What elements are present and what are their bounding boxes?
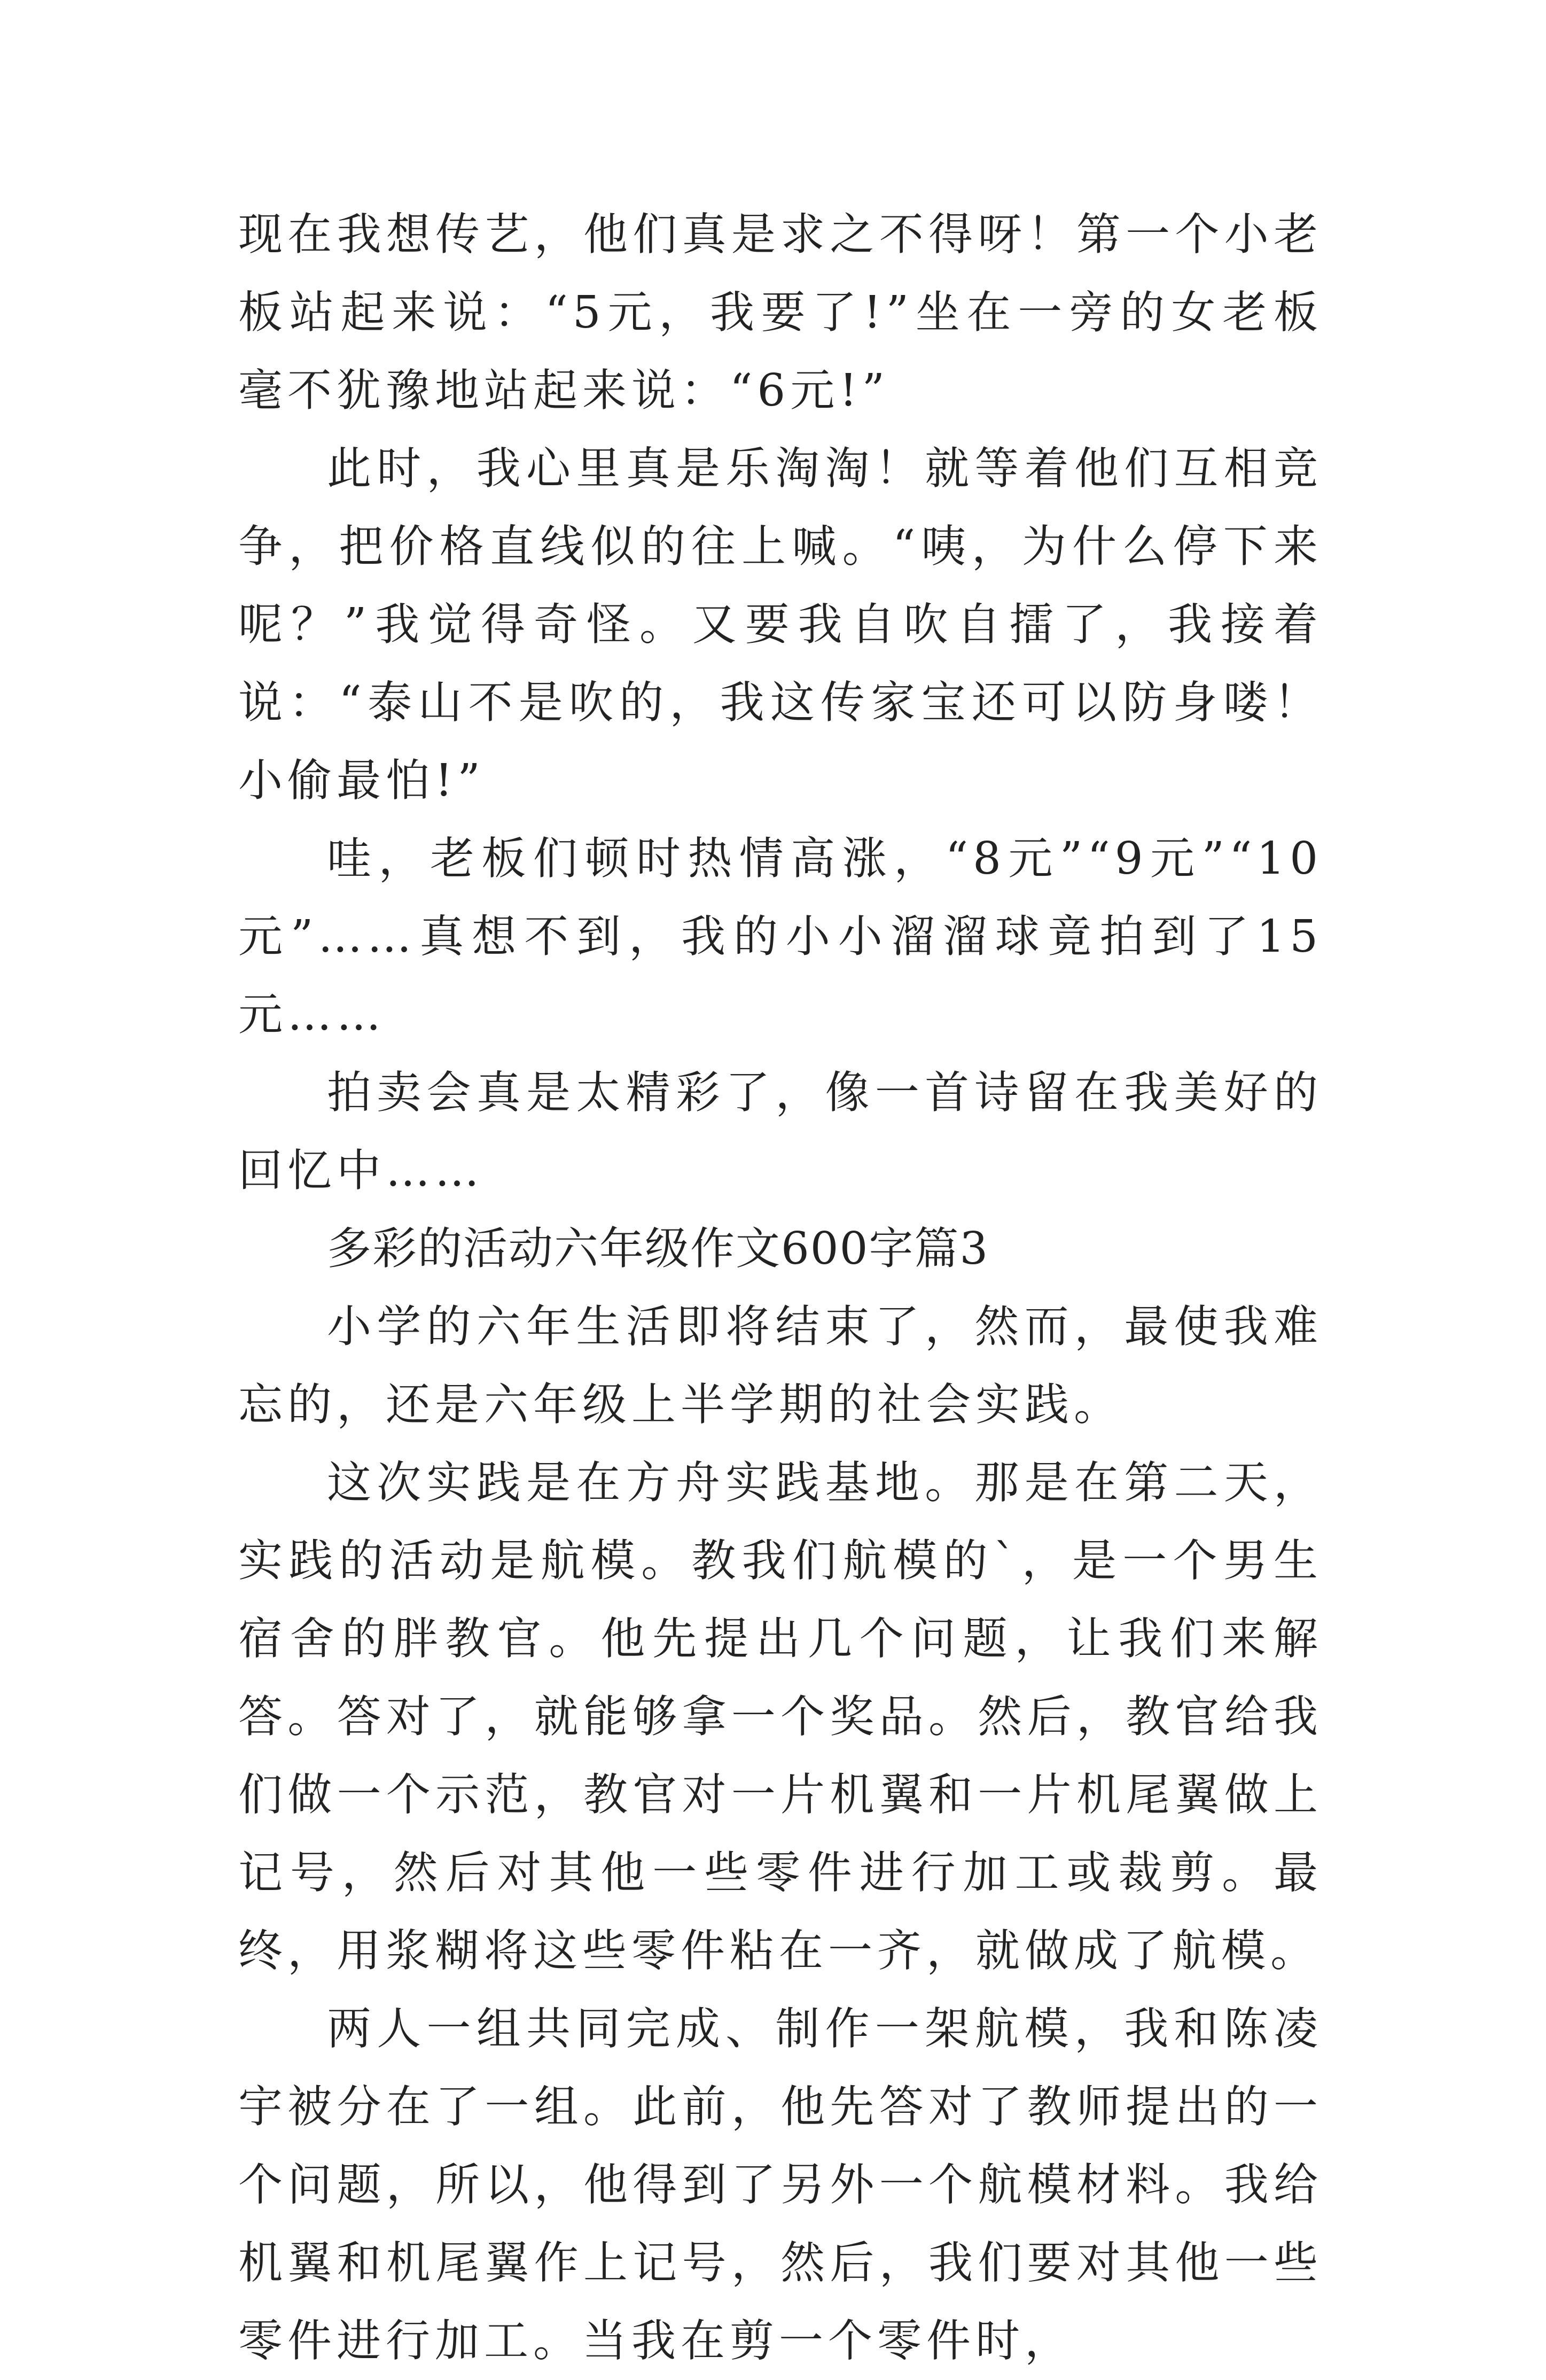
article-body xyxy=(238,196,1323,2380)
paragraph: 小学的六年生活即将结束了，然而，最使我难忘的，还是六年级上半学期的社会实践。 xyxy=(238,1301,1323,1430)
paragraph: 此时，我心里真是乐淘淘！就等着他们互相竞争，把价格直线似的往上喊。“咦，为什么停下来呢？”我觉得奇怪。又要我自吹自擂了，我接着说：“泰山不是吹的，我这传家宝还可以防身喽！小偷最怕!” xyxy=(238,442,1323,806)
paragraph: 这次实践是在方舟实践基地。那是在第二天，实践的活动是航模。教我们航模的`，是一个男生宿舍的胖教官。他先提出几个问题，让我们来解答。答对了，就能够拿一个奖品。然后，教官给我们做一个示范，教官对一片机翼和一片机尾翼做上记号，然后对其他一些零件进行加工或裁剪。最终，用浆糊将这些零件粘在一齐，就做成了航模。 xyxy=(238,1457,1323,1977)
paragraph: 哇，老板们顿时热情高涨，“8元”“9元”“10元”……真想不到，我的小小溜溜球竟拍到了15元…… xyxy=(238,833,1323,1040)
paragraph: 两人一组共同完成、制作一架航模，我和陈凌宇被分在了一组。此前，他先答对了教师提出的一个问题，所以，他得到了另外一个航模材料。我给机翼和机尾翼作上记号，然后，我们要对其他一些零件进行加工。当我在剪一个零件时， xyxy=(238,2003,1323,2367)
section-heading: 多彩的活动六年级作文600字篇3 xyxy=(327,1223,989,1274)
paragraph-continued: 现在我想传艺，他们真是求之不得呀！第一个小老板站起来说：“5元，我要了!”坐在一旁的女老板毫不犹豫地站起来说：“6元!” xyxy=(238,208,1323,416)
paragraph: 拍卖会真是太精彩了，像一首诗留在我美好的回忆中…… xyxy=(238,1067,1323,1196)
